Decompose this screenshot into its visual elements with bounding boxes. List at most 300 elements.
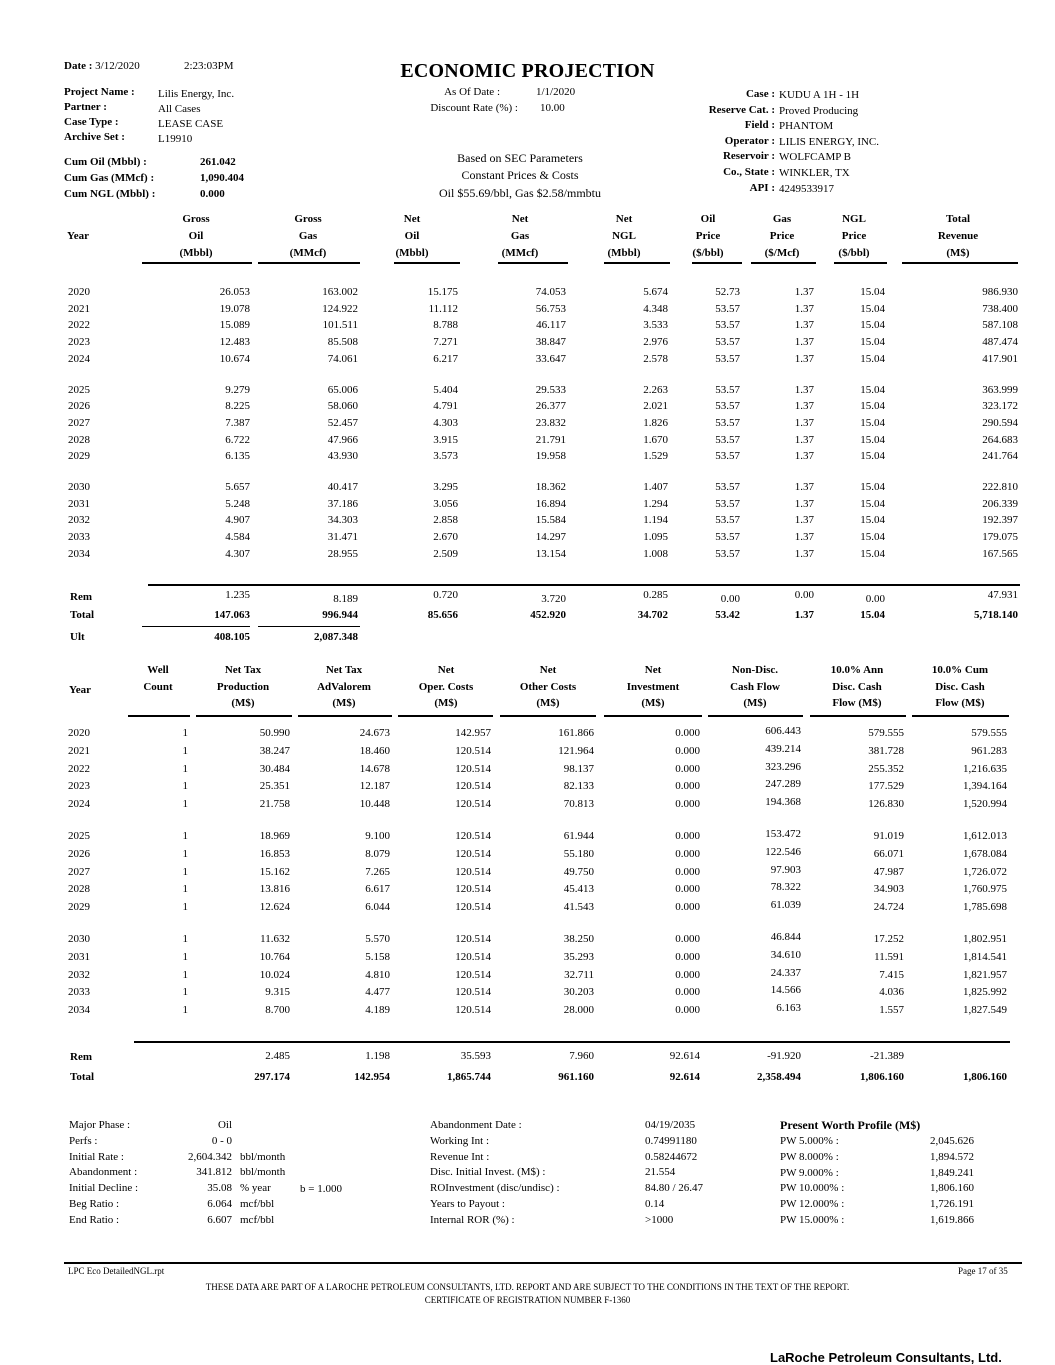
data-cell: 4.477: [365, 986, 390, 999]
data-cell: 0.000: [675, 847, 700, 860]
pw-label: PW 9.000% :: [780, 1166, 839, 1179]
data-cell: 24.673: [359, 727, 390, 739]
summary-unit: mcf/bbl: [240, 1198, 275, 1210]
data-cell: 738.400: [982, 302, 1018, 315]
summary-value: 0.74991180: [645, 1134, 697, 1147]
column-header: Disc. Cash: [935, 680, 985, 693]
data-cell: 323.172: [982, 400, 1018, 413]
data-cell: 363.999: [982, 383, 1018, 396]
data-cell: 4.307: [225, 547, 250, 560]
column-header: Disc. Cash: [832, 680, 882, 693]
data-cell: 0.000: [675, 933, 700, 945]
cum-field-label: Cum NGL (Mbbl) :: [64, 188, 156, 200]
data-cell: 2.858: [433, 514, 458, 527]
column-header: (M$): [946, 247, 970, 259]
data-cell: 33.647: [535, 352, 566, 365]
header-underline: [912, 715, 1009, 717]
rem-divider: [148, 584, 1020, 586]
column-header: Year: [69, 684, 91, 696]
data-cell: 25.351: [259, 780, 290, 793]
total-cell: 1,806.160: [963, 1071, 1007, 1083]
year-cell: 2032: [68, 968, 90, 981]
data-cell: 120.514: [455, 1004, 491, 1017]
column-header: (M$): [231, 697, 255, 709]
data-cell: 53.57: [715, 400, 740, 413]
column-header: ($/bbl): [838, 247, 870, 259]
year-cell: 2024: [68, 352, 90, 365]
data-cell: 1: [182, 798, 188, 811]
data-cell: 120.514: [455, 933, 491, 945]
data-cell: 255.352: [868, 762, 904, 775]
data-cell: 0.000: [675, 762, 700, 775]
column-header: Oper. Costs: [418, 680, 474, 693]
pw-label: PW 12.000% :: [780, 1198, 845, 1211]
ult-underline-gas: [258, 626, 360, 627]
pw-value: 1,894.572: [930, 1150, 974, 1163]
column-header: Total: [945, 213, 971, 225]
data-cell: 7.387: [225, 416, 250, 429]
total-cell: 297.174: [254, 1071, 290, 1083]
data-cell: 1: [182, 1004, 188, 1017]
column-header: Year: [67, 230, 89, 242]
total-label: Total: [70, 609, 95, 621]
data-cell: 1: [182, 883, 188, 896]
project-field-value: All Cases: [158, 103, 201, 115]
data-cell: 1,821.957: [963, 968, 1007, 981]
data-cell: 120.514: [455, 950, 491, 963]
data-cell: 5.657: [225, 481, 250, 493]
total-cell: 5,718.140: [974, 609, 1018, 621]
year-cell: 2031: [68, 950, 90, 963]
data-cell: 1.37: [794, 319, 814, 332]
data-cell: 53.57: [715, 481, 740, 493]
total-cell: 2,358.494: [757, 1071, 801, 1083]
data-cell: 46.844: [770, 931, 801, 943]
data-cell: 10.674: [219, 352, 250, 365]
rem-cell: 0.285: [643, 589, 668, 601]
summary-value: 04/19/2035: [645, 1119, 696, 1131]
data-cell: 11.112: [428, 302, 458, 315]
year-cell: 2020: [68, 727, 90, 739]
data-cell: 120.514: [455, 762, 491, 775]
data-cell: 1.37: [794, 383, 814, 396]
pw-value: 1,806.160: [930, 1182, 974, 1195]
data-cell: 24.337: [770, 966, 801, 979]
data-cell: 15.04: [860, 531, 885, 544]
data-cell: 1.407: [643, 481, 668, 493]
summary-value: >1000: [645, 1213, 674, 1226]
year-cell: 2033: [68, 531, 90, 544]
summary-label: Initial Rate :: [69, 1150, 124, 1163]
year-cell: 2028: [68, 883, 90, 896]
year-cell: 2023: [68, 780, 90, 793]
data-cell: 2.976: [643, 336, 668, 349]
data-cell: 417.901: [982, 352, 1018, 365]
data-cell: 66.071: [873, 847, 904, 860]
rem-cell: 8.189: [333, 593, 358, 605]
year-cell: 2033: [68, 986, 90, 999]
column-header: Price: [695, 230, 721, 242]
column-header: (Mbbl): [607, 247, 641, 259]
data-cell: 56.753: [535, 302, 566, 315]
project-field-label: Partner :: [64, 101, 107, 113]
data-cell: 78.322: [770, 881, 801, 894]
data-cell: 1.37: [794, 416, 814, 429]
data-cell: 0.000: [675, 883, 700, 896]
column-header: Well: [147, 664, 169, 676]
column-header: Gas: [772, 213, 792, 225]
summary-unit: bbl/month: [240, 1150, 286, 1163]
summary-value: 0 - 0: [211, 1134, 232, 1147]
data-cell: 34.303: [327, 514, 358, 527]
data-cell: 3.533: [643, 319, 668, 332]
data-cell: 1,814.541: [963, 950, 1007, 963]
data-cell: 15.04: [860, 547, 885, 560]
data-cell: 0.000: [675, 950, 700, 963]
data-cell: 153.472: [765, 828, 801, 840]
data-cell: 1.826: [643, 416, 668, 429]
data-cell: 31.471: [327, 531, 358, 544]
data-cell: 5.158: [365, 950, 390, 963]
case-field-value: 4249533917: [779, 182, 834, 195]
case-field-label: Case :: [745, 88, 775, 100]
data-cell: 49.750: [563, 865, 594, 878]
year-cell: 2034: [68, 1004, 90, 1017]
data-cell: 8.079: [365, 847, 390, 860]
header-underline: [498, 262, 568, 264]
data-cell: 4.303: [433, 416, 458, 429]
column-header: Net: [644, 664, 662, 676]
data-cell: 1: [182, 950, 188, 963]
data-cell: 32.711: [564, 968, 594, 981]
total-cell: 15.04: [860, 609, 885, 621]
column-header: Net: [437, 664, 455, 676]
data-cell: 15.162: [259, 865, 290, 878]
column-header: Net: [539, 664, 557, 676]
data-cell: 28.955: [327, 547, 358, 560]
pw-label: PW 10.000% :: [780, 1182, 845, 1195]
year-cell: 2025: [68, 383, 90, 396]
total-cell: 147.063: [214, 609, 250, 621]
summary-label: Initial Decline :: [69, 1182, 139, 1195]
column-header: (Mbbl): [395, 247, 429, 259]
data-cell: 0.000: [675, 1004, 700, 1017]
data-cell: 1: [182, 762, 188, 775]
data-cell: 15.04: [860, 352, 885, 365]
summary-label: Working Int :: [430, 1134, 489, 1147]
data-cell: 1,678.084: [963, 847, 1007, 860]
data-cell: 1,760.975: [963, 883, 1007, 896]
summary-value: 35.08: [207, 1182, 232, 1195]
data-cell: 15.04: [860, 514, 885, 527]
data-cell: 4.348: [643, 302, 668, 315]
column-header: Oil: [188, 230, 204, 242]
cum-field-label: Cum Gas (MMcf) :: [64, 172, 155, 184]
data-cell: 34.903: [873, 883, 904, 896]
data-cell: 1.37: [794, 400, 814, 413]
pw-value: 1,619.866: [930, 1214, 974, 1226]
year-cell: 2026: [68, 400, 90, 413]
data-cell: 58.060: [327, 400, 358, 413]
data-cell: 18.969: [259, 830, 290, 842]
data-cell: 4.791: [433, 400, 458, 413]
column-header: Net: [403, 213, 421, 225]
report-time: 2:23:03PM: [184, 60, 234, 72]
data-cell: 97.903: [770, 863, 801, 876]
data-cell: 120.514: [455, 968, 491, 981]
data-cell: 120.514: [455, 780, 491, 793]
data-cell: 1.37: [794, 497, 814, 510]
data-cell: 101.511: [322, 319, 358, 332]
project-field-value: LEASE CASE: [158, 118, 224, 130]
year-cell: 2032: [68, 514, 90, 527]
case-field-value: LILIS ENERGY, INC.: [779, 135, 880, 148]
data-cell: 120.514: [455, 744, 491, 757]
data-cell: 53.57: [715, 547, 740, 560]
rem-cell: -21.389: [870, 1050, 904, 1062]
summary-label: Disc. Initial Invest. (M$) :: [430, 1166, 546, 1179]
data-cell: 120.514: [455, 865, 491, 878]
data-cell: 15.584: [535, 514, 566, 527]
summary-label: Perfs :: [69, 1134, 98, 1147]
summary-value: Oil: [217, 1119, 232, 1131]
data-cell: 121.964: [558, 744, 594, 757]
data-cell: 381.728: [868, 744, 904, 757]
summary-label: Major Phase :: [69, 1119, 131, 1131]
column-header: Revenue: [937, 230, 979, 242]
data-cell: 1.37: [794, 286, 814, 298]
data-cell: 46.117: [536, 319, 566, 332]
summary-label: ROInvestment (disc/undisc) :: [430, 1182, 560, 1195]
column-header: Flow (M$): [935, 697, 985, 709]
column-header: Net Tax: [325, 664, 363, 676]
column-header: Gas: [298, 230, 318, 242]
case-field-value: PHANTOM: [779, 120, 834, 133]
disclaimer: THESE DATA ARE PART OF A LAROCHE PETROLEUM CONSULTANTS, LTD. REPORT AND ARE SUBJECT TO THE CONDITIONS IN THE TEXT OF THE REPORT.: [205, 1282, 850, 1292]
data-cell: 23.832: [535, 416, 566, 429]
data-cell: 50.990: [259, 727, 290, 739]
rem-cell: -91.920: [767, 1050, 801, 1062]
data-cell: 1.37: [794, 433, 814, 446]
data-cell: 487.474: [982, 336, 1018, 349]
year-cell: 2029: [68, 450, 90, 463]
data-cell: 247.289: [765, 778, 801, 791]
data-cell: 1: [182, 968, 188, 981]
total-cell: 142.954: [354, 1071, 390, 1083]
year-cell: 2023: [68, 336, 90, 349]
data-cell: 6.135: [225, 450, 250, 463]
rem-cell: 0.00: [794, 589, 814, 601]
data-cell: 120.514: [455, 883, 491, 896]
data-cell: 53.57: [715, 302, 740, 315]
case-field-label: Reservoir :: [722, 150, 775, 163]
year-cell: 2021: [68, 302, 90, 315]
as-of-value: 1/1/2020: [536, 86, 576, 98]
data-cell: 14.297: [535, 531, 566, 544]
data-cell: 3.056: [433, 497, 458, 510]
year-cell: 2027: [68, 416, 90, 429]
data-cell: 1.095: [643, 531, 668, 544]
data-cell: 6.217: [433, 352, 458, 365]
data-cell: 2.021: [643, 400, 668, 413]
header-underline: [834, 262, 887, 264]
summary-unit: mcf/bbl: [240, 1213, 275, 1226]
data-cell: 70.813: [563, 798, 594, 811]
case-field-value: Proved Producing: [779, 104, 859, 117]
data-cell: 1: [182, 727, 188, 739]
data-cell: 177.529: [868, 780, 904, 793]
ult-cell: 2,087.348: [314, 631, 358, 643]
data-cell: 30.484: [259, 762, 290, 775]
data-cell: 120.514: [455, 847, 491, 860]
data-cell: 0.000: [675, 865, 700, 878]
ult-label: Ult: [70, 631, 85, 643]
data-cell: 8.700: [265, 1004, 290, 1017]
year-cell: 2025: [68, 830, 90, 842]
summary-value: 6.607: [207, 1213, 232, 1226]
data-cell: 45.413: [563, 883, 594, 896]
year-cell: 2027: [68, 865, 90, 878]
year-cell: 2034: [68, 547, 90, 560]
data-cell: 15.04: [860, 433, 885, 446]
project-field-label: Archive Set :: [64, 131, 125, 143]
data-cell: 5.248: [225, 497, 250, 510]
data-cell: 6.722: [225, 433, 250, 446]
data-cell: 163.002: [322, 286, 358, 298]
data-cell: 3.573: [433, 450, 458, 463]
data-cell: 65.006: [327, 383, 358, 396]
column-header: (M$): [641, 697, 665, 709]
year-cell: 2024: [68, 798, 90, 811]
rem-cell: 92.614: [669, 1050, 700, 1062]
data-cell: 1,785.698: [963, 901, 1007, 914]
data-cell: 7.271: [433, 336, 458, 349]
data-cell: 2.509: [433, 547, 458, 560]
column-header: Gas: [510, 230, 530, 242]
total-cell: 961.160: [558, 1071, 594, 1083]
column-header: Price: [841, 230, 867, 242]
data-cell: 29.533: [535, 383, 566, 396]
header-underline: [810, 715, 906, 717]
year-cell: 2026: [68, 847, 90, 860]
case-field-value: WINKLER, TX: [779, 167, 850, 179]
data-cell: 11.591: [874, 950, 904, 963]
data-cell: 34.610: [770, 948, 801, 961]
page-number: Page 17 of 35: [958, 1266, 1008, 1276]
data-cell: 53.57: [715, 450, 740, 463]
data-cell: 14.566: [770, 984, 801, 997]
year-cell: 2029: [68, 901, 90, 914]
rem-divider: [134, 1041, 1010, 1043]
column-header: Gross: [182, 213, 210, 225]
data-cell: 16.894: [535, 497, 566, 510]
data-cell: 91.019: [873, 830, 904, 842]
data-cell: 38.250: [563, 933, 594, 945]
data-cell: 37.186: [327, 497, 358, 510]
data-cell: 19.958: [535, 450, 566, 463]
column-header: (M$): [743, 697, 767, 709]
data-cell: 40.417: [327, 481, 358, 493]
summary-label: Abandonment Date :: [430, 1119, 522, 1131]
data-cell: 11.632: [260, 933, 290, 945]
total-cell: 996.944: [322, 609, 358, 621]
column-header: Flow (M$): [832, 697, 882, 709]
data-cell: 1.37: [794, 531, 814, 544]
header-underline: [258, 262, 360, 264]
data-cell: 16.853: [259, 847, 290, 860]
case-field-value: KUDU A 1H - 1H: [779, 89, 860, 101]
data-cell: 1.37: [794, 547, 814, 560]
data-cell: 6.617: [365, 883, 390, 896]
data-cell: 10.024: [259, 968, 290, 981]
b-factor: b = 1.000: [300, 1183, 342, 1195]
summary-value: 0.14: [645, 1198, 665, 1210]
data-cell: 1.670: [643, 433, 668, 446]
pw-label: PW 5.000% :: [780, 1135, 839, 1147]
cum-field-label: Cum Oil (Mbbl) :: [64, 156, 147, 168]
data-cell: 53.57: [715, 352, 740, 365]
column-header: Oil: [700, 213, 716, 225]
data-cell: 0.000: [675, 798, 700, 811]
data-cell: 1.37: [794, 481, 814, 493]
certificate-number: CERTIFICATE OF REGISTRATION NUMBER F-1360: [424, 1295, 631, 1305]
header-underline: [128, 715, 190, 717]
rem-label: Rem: [70, 1051, 92, 1063]
summary-value: 341.812: [196, 1166, 232, 1179]
data-cell: 38.247: [259, 744, 290, 757]
data-cell: 0.000: [675, 727, 700, 739]
data-cell: 1.529: [643, 450, 668, 463]
summary-label: Revenue Int :: [430, 1150, 490, 1163]
data-cell: 53.57: [715, 336, 740, 349]
data-cell: 38.847: [535, 336, 566, 349]
cum-field-value: 1,090.404: [200, 172, 244, 184]
project-field-value: Lilis Energy, Inc.: [158, 88, 235, 100]
ult-cell: 408.105: [214, 631, 250, 643]
data-cell: 1: [182, 744, 188, 757]
header-underline: [604, 715, 702, 717]
header-underline: [394, 262, 460, 264]
summary-unit: bbl/month: [240, 1166, 286, 1179]
rem-cell: 7.960: [569, 1050, 594, 1062]
data-cell: 142.957: [455, 727, 491, 739]
data-cell: 1.37: [794, 352, 814, 365]
data-cell: 9.100: [365, 830, 390, 842]
data-cell: 290.594: [982, 416, 1018, 429]
data-cell: 1.37: [794, 514, 814, 527]
project-field-label: Project Name :: [64, 86, 135, 98]
data-cell: 43.930: [327, 450, 358, 463]
total-cell: 1,806.160: [860, 1071, 904, 1083]
pw-profile-title: Present Worth Profile (M$): [780, 1118, 921, 1132]
data-cell: 21.758: [259, 798, 290, 811]
basis-line-2: Constant Prices & Costs: [461, 168, 579, 182]
column-header: Oil: [404, 230, 420, 242]
data-cell: 74.053: [535, 286, 566, 298]
data-cell: 53.57: [715, 514, 740, 527]
data-cell: 579.555: [868, 727, 904, 739]
data-cell: 439.214: [765, 742, 801, 755]
case-field-label: Co., State :: [723, 166, 775, 178]
total-cell: 34.702: [637, 609, 668, 621]
data-cell: 14.678: [359, 762, 390, 775]
data-cell: 55.180: [563, 847, 594, 860]
rem-cell: 1.198: [365, 1050, 390, 1062]
data-cell: 194.368: [765, 796, 801, 809]
data-cell: 126.830: [868, 798, 904, 811]
year-cell: 2030: [68, 933, 90, 945]
data-cell: 1: [182, 901, 188, 914]
